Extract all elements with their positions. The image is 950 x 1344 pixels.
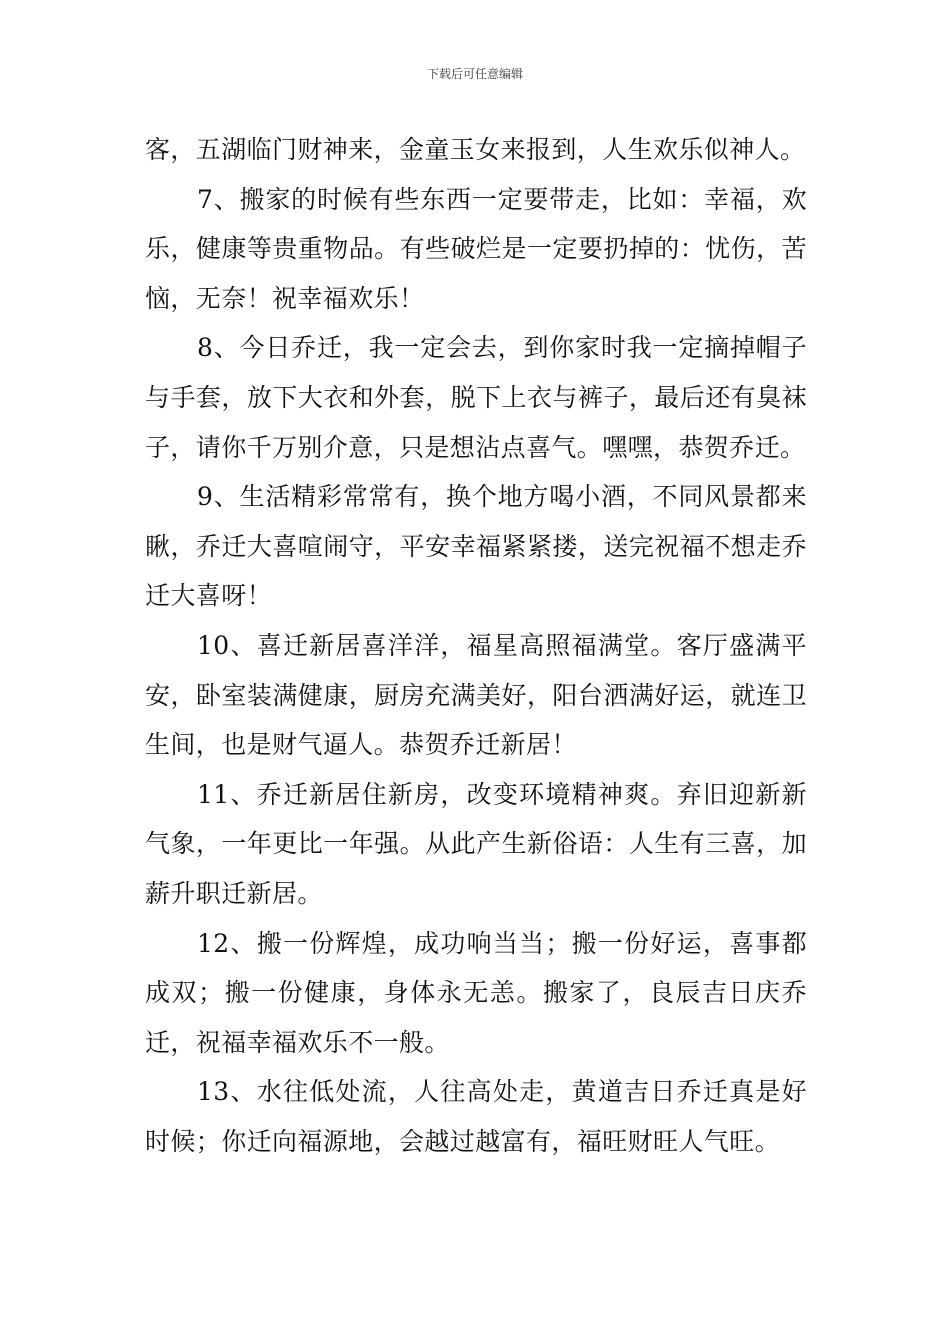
page-header: 下载后可任意编辑 <box>426 67 523 81</box>
document-body <box>145 125 807 1166</box>
paragraph-item-7: 7、搬家的时候有些东西一定要带走，比如：幸福，欢乐，健康等贵重物品。有些破烂是一定要扔掉的：忧伤，苦恼，无奈！祝幸福欢乐！ <box>145 184 807 313</box>
paragraph-item-8: 8、今日乔迁，我一定会去，到你家时我一定摘掉帽子与手套，放下大衣和外套，脱下上衣与裤子，最后还有臭袜子，请你千万别介意，只是想沾点喜气。嘿嘿，恭贺乔迁。 <box>145 333 807 462</box>
paragraph-item-11: 11、乔迁新居住新房，改变环境精神爽。弃旧迎新新气象，一年更比一年强。从此产生新俗语：人生有三喜，加薪升职迁新居。 <box>145 779 807 908</box>
paragraph-continuation: 客，五湖临门财神来，金童玉女来报到，人生欢乐似神人。 <box>145 135 806 164</box>
paragraph-item-12: 12、搬一份辉煌，成功响当当；搬一份好运，喜事都成双；搬一份健康，身体永无恙。搬家了，良辰吉日庆乔迁，祝福幸福欢乐不一般。 <box>145 928 807 1057</box>
paragraph-item-9: 9、生活精彩常常有，换个地方喝小酒，不同风景都来瞅，乔迁大喜喧闹守，平安幸福紧紧搂，送完祝福不想走乔迁大喜呀！ <box>145 482 807 611</box>
paragraph-item-13: 13、水往低处流，人往高处走，黄道吉日乔迁真是好时候；你迁向福源地，会越过越富有，福旺财旺人气旺。 <box>145 1077 807 1156</box>
paragraph-item-10: 10、喜迁新居喜洋洋，福星高照福满堂。客厅盛满平安，卧室装满健康，厨房充满美好，阳台洒满好运，就连卫生间，也是财气逼人。恭贺乔迁新居！ <box>145 630 807 760</box>
